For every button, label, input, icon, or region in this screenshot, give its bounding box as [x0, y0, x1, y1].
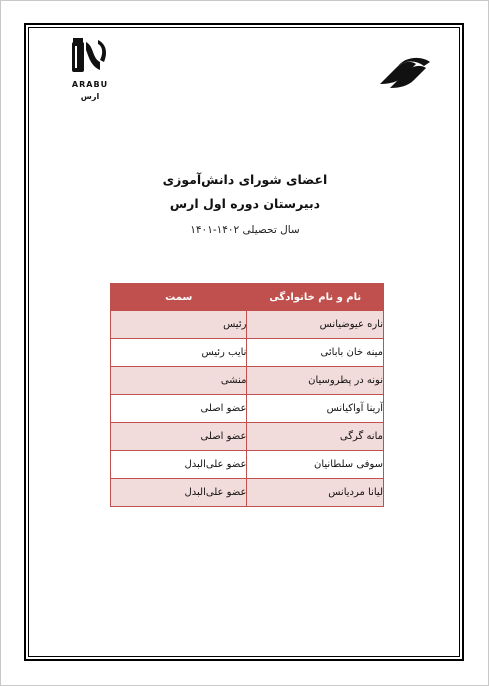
member-role: عضو اصلی	[111, 395, 247, 423]
ministry-logo	[378, 54, 432, 90]
member-role: منشی	[111, 367, 247, 395]
member-role: عضو اصلی	[111, 423, 247, 451]
table-row	[111, 395, 384, 423]
school-logo	[64, 36, 116, 102]
table-row	[111, 479, 384, 507]
logo-persian-text: ارس	[80, 92, 100, 101]
members-table	[110, 283, 384, 507]
table-row	[111, 423, 384, 451]
member-role: رئیس	[111, 311, 247, 339]
school-logo-mark-icon	[64, 36, 116, 80]
member-name: ناره عیوضیانس	[247, 311, 384, 339]
document-title: اعضای شورای دانش‌آموزی	[162, 172, 328, 187]
member-role: عضو علی‌البدل	[111, 451, 247, 479]
logo-latin-text: ARABU	[71, 80, 109, 89]
header-role: سمت	[111, 284, 247, 311]
academic-year: سال تحصیلی ۱۴۰۲-۱۴۰۱	[190, 224, 300, 236]
table-header-row	[111, 284, 384, 311]
school-name: دبیرستان دوره اول ارس	[169, 196, 321, 211]
table-row	[111, 339, 384, 367]
member-name: مانه گرگی	[247, 423, 384, 451]
member-name: لیانا مردیانس	[247, 479, 384, 507]
wave-emblem-icon	[378, 54, 432, 90]
table-row	[111, 451, 384, 479]
table-row	[111, 367, 384, 395]
member-name: نونه در پطروسیان	[247, 367, 384, 395]
member-role: عضو علی‌البدل	[111, 479, 247, 507]
member-role: نایب رئیس	[111, 339, 247, 367]
table-row	[111, 311, 384, 339]
header-name: نام و نام خانوادگی	[247, 284, 384, 311]
member-name: آرینا آواکیانس	[247, 395, 384, 423]
member-name: سوفی سلطانیان	[247, 451, 384, 479]
member-name: مینه خان بابائی	[247, 339, 384, 367]
